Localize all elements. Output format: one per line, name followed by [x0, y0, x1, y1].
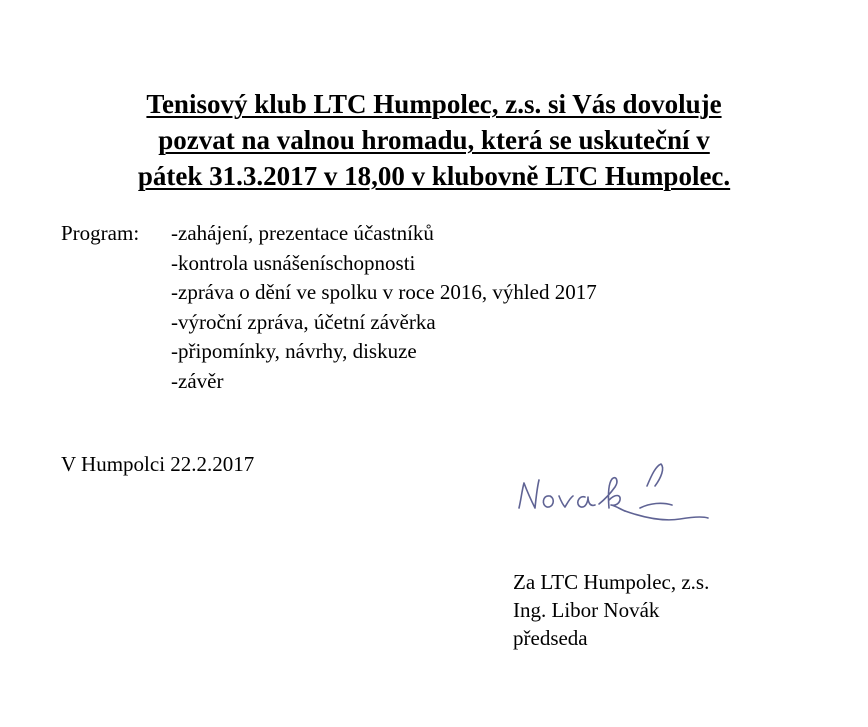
- program-label: Program:: [61, 221, 140, 245]
- title-line-2: pozvat na valnou hromadu, která se uskuteční v: [158, 125, 710, 155]
- program-list: [171, 219, 597, 396]
- title-line-1: Tenisový klub LTC Humpolec, z.s. si Vás dovoluje: [146, 89, 722, 119]
- program-item-opening: -zahájení, prezentace účastníků: [171, 221, 434, 245]
- signoff-organization: Za LTC Humpolec, z.s.: [513, 570, 710, 594]
- invitation-title: [40, 86, 828, 194]
- handwritten-signature: [512, 456, 717, 534]
- place-and-date: V Humpolci 22.2.2017: [61, 452, 255, 476]
- signoff-role: předseda: [513, 626, 588, 650]
- title-line-3: pátek 31.3.2017 v 18,00 v klubovně LTC Humpolec.: [137, 161, 731, 191]
- program-item-report: -zpráva o dění ve spolku v roce 2016, výhled 2017: [171, 280, 597, 304]
- signoff-block: [513, 568, 709, 652]
- signoff-name: Ing. Libor Novák: [513, 598, 660, 622]
- program-item-quorum: -kontrola usnášeníschopnosti: [171, 250, 416, 275]
- program-item-discussion: -připomínky, návrhy, diskuze: [171, 339, 417, 363]
- program-item-closing: -závěr: [171, 368, 224, 393]
- program-item-annual-report: -výroční zpráva, účetní závěrka: [171, 309, 436, 334]
